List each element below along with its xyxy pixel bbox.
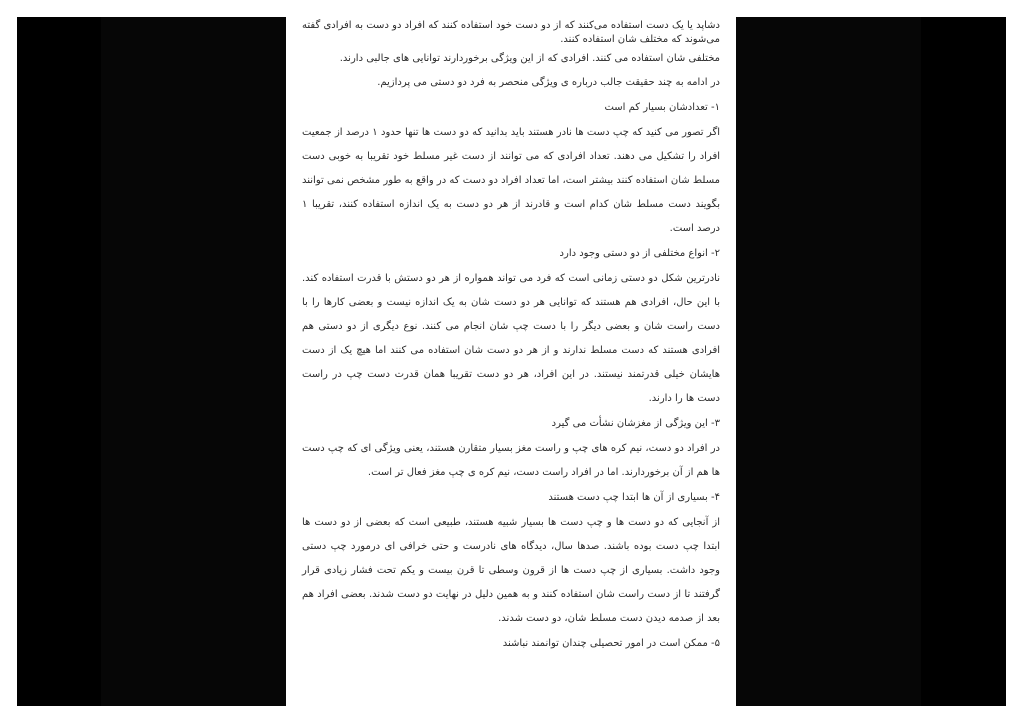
article-body	[286, 17, 736, 657]
document-page	[286, 17, 736, 706]
section-heading: ۳- این ویژگی از مغزشان نشأت می گیرد	[551, 418, 720, 429]
section-heading: ۲- انواع مختلفی از دو دستی وجود دارد	[559, 248, 720, 259]
right-margin-band	[736, 17, 921, 706]
paragraph: در ادامه به چند حقیقت جالب درباره ی ویژگی منحصر به فرد دو دستی می پردازیم.	[377, 77, 720, 88]
section-heading: ۵- ممکن است در امور تحصیلی چندان توانمند نباشند	[502, 638, 720, 649]
paragraph: اگر تصور می کنید که چپ دست ها نادر هستند باید بدانید که دو دست ها تنها حدود ۱ درصد از جمعیت افراد را تشکیل می دهند. تعداد افرادی که می توانند از دست غیر مسلط خود تقریبا به خوبی دست مسلط شان استفاده کنند بیشتر است، اما تعداد افراد دو دست که در واقع به طور مشخص نمی توانند بگویند دست مسلط شان کدام است و قادرند از هر دو دست به یک اندازه استفاده کنند، تقریبا ۱ درصد است.	[302, 127, 720, 234]
section-heading: ۴- بسیاری از آن ها ابتدا چپ دست هستند	[548, 492, 720, 503]
overlapping-first-line: دشاپد یا یک دست استفاده می‌کنند که از دو دست خود استفاده کنند که افراد دو دست به افرادی گفته می‌شوند که مختلف شان استفاده کنند.	[302, 20, 720, 45]
paragraph: در افراد دو دست، نیم کره های چپ و راست مغز بسیار متقارن هستند، یعنی ویژگی ای که چپ دست ها هم از آن برخوردارند. اما در افراد راست دست، نیم کره ی چپ مغز فعال تر است.	[302, 443, 720, 478]
left-margin-band	[101, 17, 286, 706]
document-viewer[interactable]	[17, 17, 1006, 706]
paragraph: نادرترین شکل دو دستی زمانی است که فرد می تواند همواره از هر دو دستش با قدرت استفاده کند. با این حال، افرادی هم هستند که توانایی هر دو دست شان به یک اندازه نیست و بعضی کارها را با دست راست شان و بعضی دیگر را با دست چپ شان انجام می کنند. نوع دیگری از دو دستی هم افرادی هستند که دست مسلط ندارند و از هر دو دست شان استفاده می کنند اما هیچ یک از دست هایشان خیلی قدرتمند نیستند. در این افراد، هر دو دست تقریبا همان قدرت دست چپ در راست دست ها را دارند.	[302, 273, 720, 404]
paragraph: از آنجایی که دو دست ها و چپ دست ها بسیار شبیه هستند، طبیعی است که بعضی از دو دست ها ابتدا چپ دست بوده باشند. صدها سال، دیدگاه های نادرست و حتی خرافی ای درمورد چپ دستی وجود داشت. بسیاری از چپ دست ها از قرون وسطی تا قرن بیست و یکم تحت فشار زیادی قرار گرفتند تا از دست راست شان استفاده کنند و به همین دلیل در نهایت دو دست شدند. بعضی افراد هم بعد از صدمه دیدن دست مسلط شان، دو دست شدند.	[302, 517, 720, 624]
paragraph: مختلفی شان استفاده می کنند. افرادی که از این ویژگی برخوردارند توانایی های جالبی دارند.	[339, 53, 720, 64]
section-heading: ۱- تعدادشان بسیار کم است	[604, 102, 720, 113]
